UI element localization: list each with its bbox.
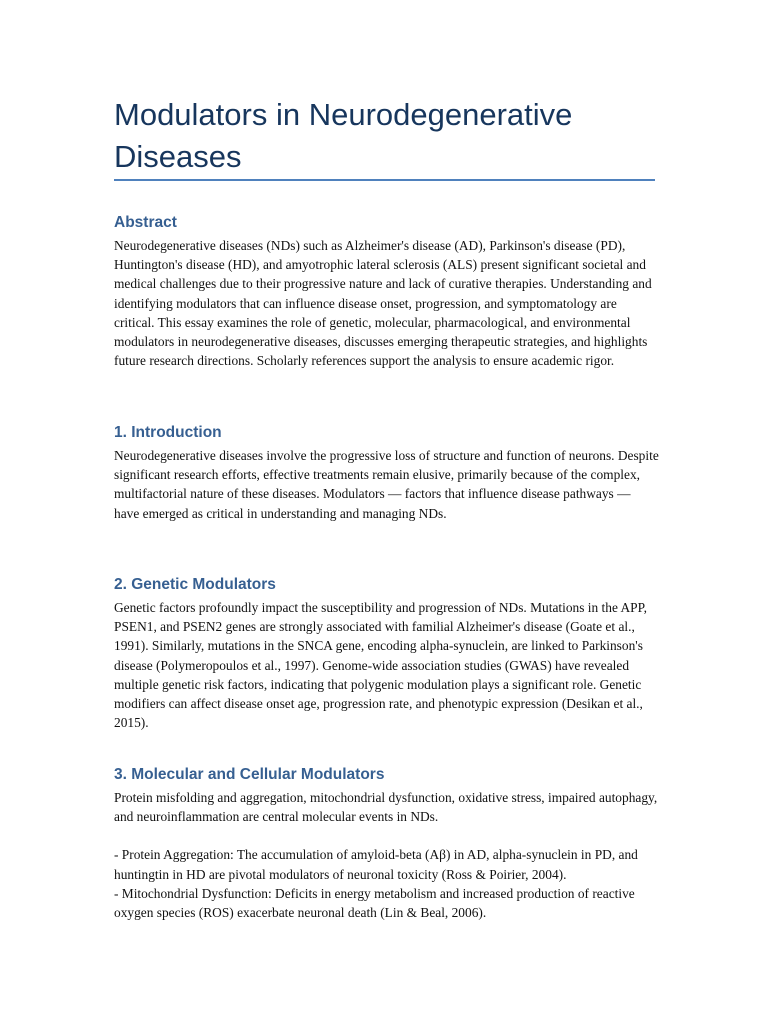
section-molecular-cellular-modulators bbox=[114, 765, 659, 922]
abstract-paragraph: Neurodegenerative diseases (NDs) such as Alzheimer's disease (AD), Parkinson's disease (PD), Huntington's disease (HD), and amyotrophic lateral sclerosis (ALS) present significant societal and medical challenges due to their progressive nature and lack of curative therapies. Understanding and identifying modulators that can influence disease onset, progression, and symptomatology are critical. This essay examines the role of genetic, molecular, pharmacological, and environmental modulators in neurodegenerative diseases, discusses emerging therapeutic strategies, and highlights future research directions. Scholarly references support the analysis to ensure academic rigor. bbox=[114, 238, 652, 369]
title-underline-rule bbox=[114, 179, 655, 181]
genetic-modulators-paragraph: Genetic factors profoundly impact the susceptibility and progression of NDs. Mutations in the APP, PSEN1, and PSEN2 genes are strongly associated with familial Alzheimer's disease (Goate et al., 1991). Similarly, mutations in the SNCA gene, encoding alpha-synuclein, are linked to Parkinson's disease (Polymeropoulos et al., 1997). Genome-wide association studies (GWAS) have revealed multiple genetic risk factors, indicating that polygenic modulation plays a significant role. Genetic modifiers can affect disease onset age, progression rate, and phenotypic expression (Desikan et al., 2015). bbox=[114, 600, 647, 731]
introduction-paragraph: Neurodegenerative diseases involve the progressive loss of structure and function of neurons. Despite significant research efforts, effective treatments remain elusive, primarily because of the complex, multifactorial nature of these diseases. Modulators — factors that influence disease pathways — have emerged as critical in understanding and managing NDs. bbox=[114, 448, 659, 521]
section-heading-molecular-cellular-modulators: 3. Molecular and Cellular Modulators bbox=[114, 766, 385, 783]
protein-aggregation-item: - Protein Aggregation: The accumulation of amyloid-beta (Aβ) in AD, alpha-synuclein in PD, and huntingtin in HD are pivotal modulators of neuronal toxicity (Ross & Poirier, 2004). bbox=[114, 847, 638, 882]
section-introduction bbox=[114, 423, 659, 523]
section-heading-introduction: 1. Introduction bbox=[114, 424, 222, 441]
section-genetic-modulators bbox=[114, 575, 659, 732]
document-title: Modulators in Neurodegenerative Diseases bbox=[114, 97, 573, 174]
molecular-intro-paragraph: Protein misfolding and aggregation, mitochondrial dysfunction, oxidative stress, impaired autophagy, and neuroinflammation are central molecular events in NDs. bbox=[114, 790, 658, 825]
section-heading-genetic-modulators: 2. Genetic Modulators bbox=[114, 576, 276, 593]
section-heading-abstract: Abstract bbox=[114, 214, 177, 231]
mitochondrial-dysfunction-item: - Mitochondrial Dysfunction: Deficits in energy metabolism and increased production of reactive oxygen species (ROS) exacerbate neuronal death (Lin & Beal, 2006). bbox=[114, 885, 635, 921]
section-abstract bbox=[114, 213, 659, 370]
